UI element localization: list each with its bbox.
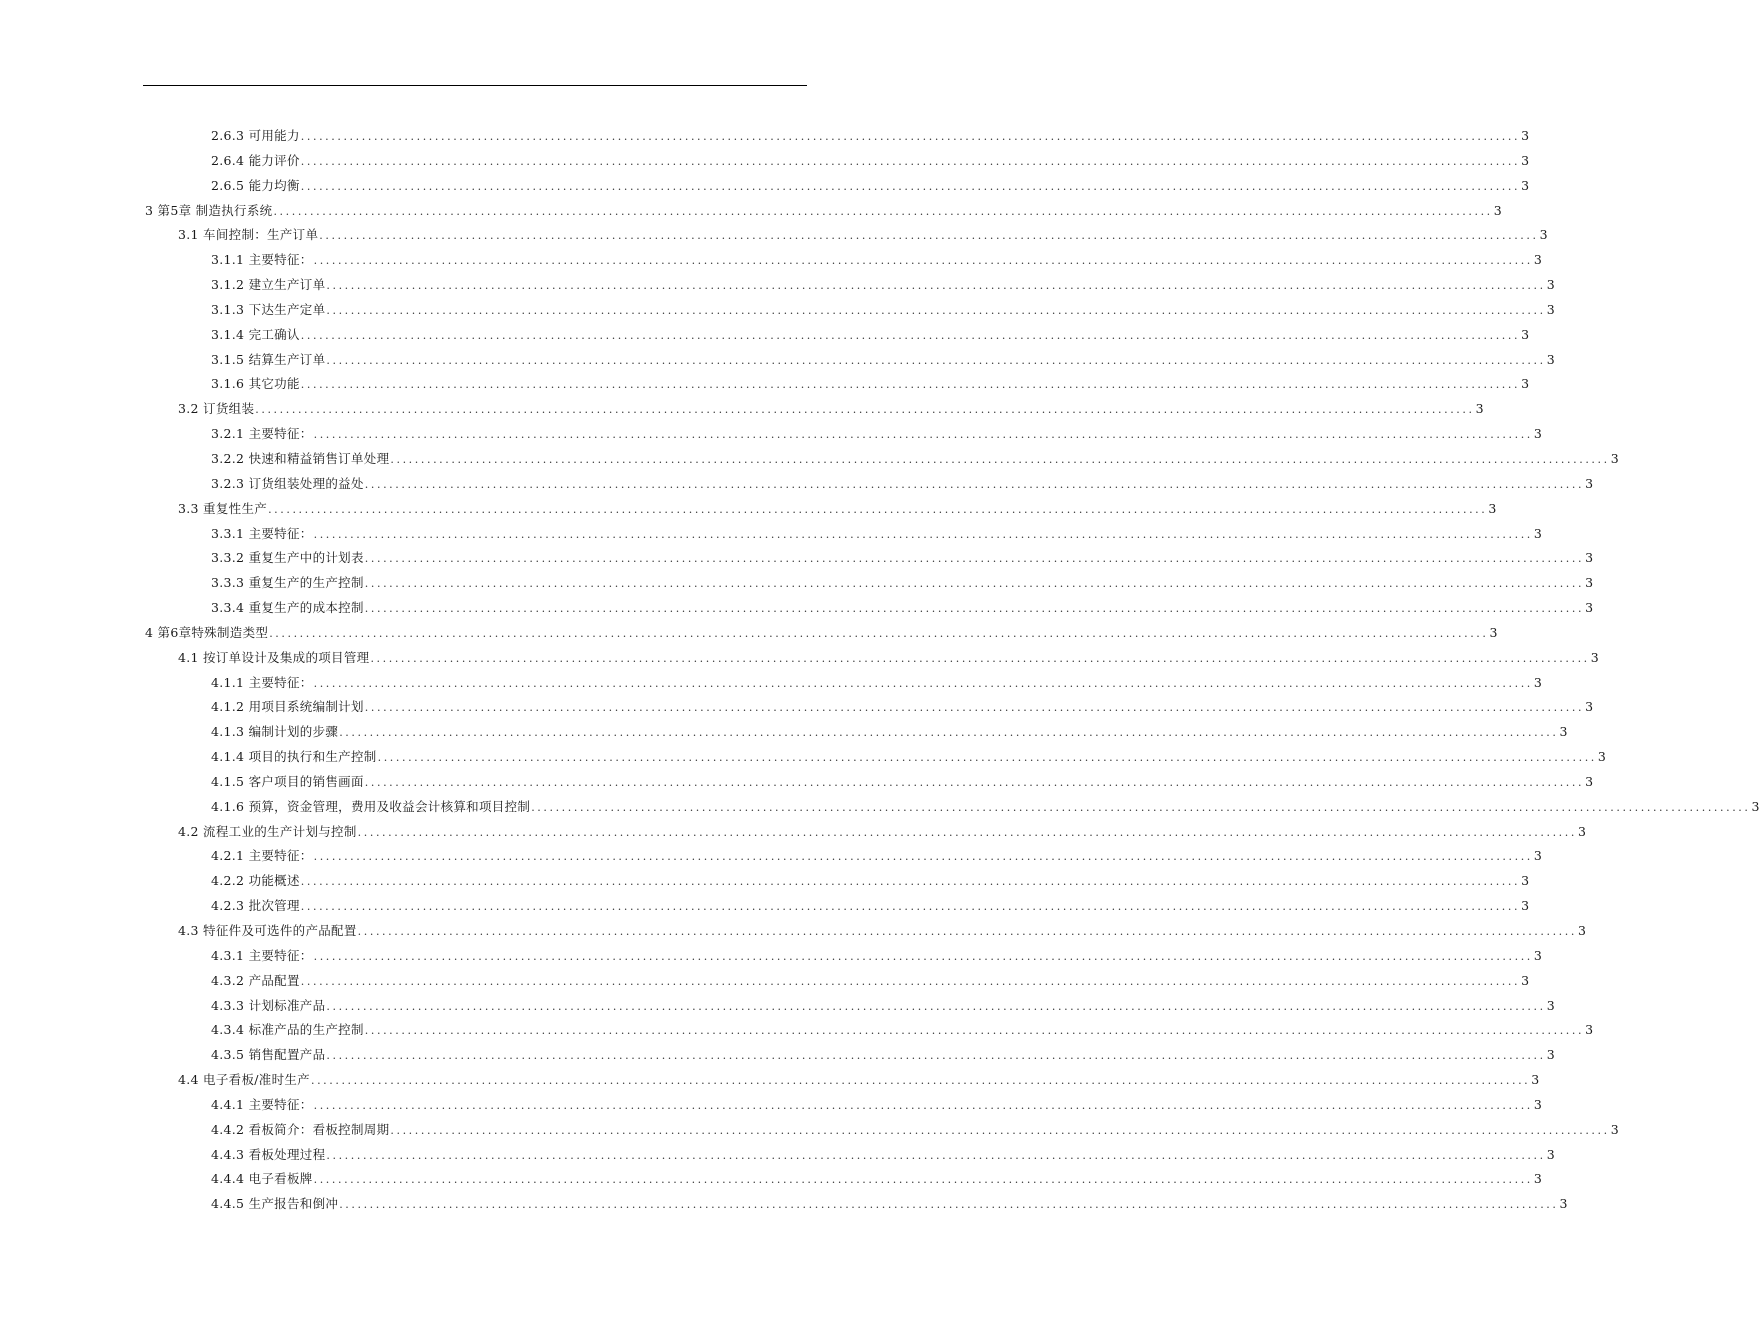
toc-entry[interactable] <box>0 969 1530 994</box>
toc-entry-page-number: 3 <box>1521 177 1530 193</box>
header-rule <box>143 85 807 86</box>
toc-entry-page-number: 3 <box>1546 277 1555 293</box>
toc-entry[interactable] <box>0 720 1568 745</box>
toc-entry-title: 3.1.4 完工确认 <box>211 326 300 342</box>
toc-entry[interactable] <box>0 1143 1555 1168</box>
dot-leader: ........................................................................................................................................................................................................ <box>313 1173 1533 1187</box>
toc-entry-title: 3.3.2 重复生产中的计划表 <box>211 550 364 566</box>
toc-entry-page-number: 3 <box>1533 848 1542 864</box>
toc-entry-page-number: 3 <box>1533 525 1542 541</box>
toc-entry[interactable] <box>0 770 1594 795</box>
toc-entry[interactable] <box>0 646 1599 671</box>
dot-leader: ........................................................................................................................................................................................................ <box>268 502 1488 516</box>
toc-entry[interactable] <box>0 522 1542 547</box>
toc-entry[interactable] <box>0 174 1530 199</box>
toc-entry-page-number: 3 <box>1533 674 1542 690</box>
toc-entry-title: 3.1.2 建立生产订单 <box>211 277 326 293</box>
dot-leader: ........................................................................................................................................................................................................ <box>364 477 1585 491</box>
toc-entry[interactable] <box>0 894 1530 919</box>
toc-entry-title: 4.1.1 主要特征： <box>211 674 313 690</box>
toc-entry-page-number: 3 <box>1531 1072 1540 1088</box>
toc-entry-page-number: 3 <box>1489 624 1498 640</box>
toc-entry-title: 4.3.2 产品配置 <box>211 972 300 988</box>
toc-entry-title: 4.3.4 标准产品的生产控制 <box>211 1022 364 1038</box>
toc-entry-page-number: 3 <box>1751 798 1759 814</box>
dot-leader: ........................................................................................................................................................................................................ <box>370 651 1590 665</box>
toc-entry-page-number: 3 <box>1585 600 1594 616</box>
dot-leader: ........................................................................................................................................................................................................ <box>364 1024 1585 1038</box>
toc-entry-title: 3.1 车间控制：生产订单 <box>178 227 319 243</box>
dot-leader: ........................................................................................................................................................................................................ <box>364 577 1585 591</box>
toc-entry[interactable] <box>0 546 1594 571</box>
toc-entry[interactable] <box>0 1043 1555 1068</box>
dot-leader: ........................................................................................................................................................................................................ <box>339 1198 1559 1212</box>
toc-entry-page-number: 3 <box>1546 351 1555 367</box>
toc-entry[interactable] <box>0 944 1542 969</box>
toc-entry[interactable] <box>0 994 1555 1019</box>
toc-entry[interactable] <box>0 348 1555 373</box>
dot-leader: ........................................................................................................................................................................................................ <box>364 552 1585 566</box>
toc-entry-title: 4.3.3 计划标准产品 <box>211 997 326 1013</box>
dot-leader: ........................................................................................................................................................................................................ <box>300 875 1521 889</box>
toc-entry-page-number: 3 <box>1521 128 1530 143</box>
dot-leader: ........................................................................................................................................................................................................ <box>300 900 1521 914</box>
toc-entry-page-number: 3 <box>1533 1171 1542 1187</box>
dot-leader: ........................................................................................................................................................................................................ <box>390 452 1610 466</box>
toc-entry[interactable] <box>0 671 1542 696</box>
dot-leader: ........................................................................................................................................................................................................ <box>313 1098 1533 1112</box>
toc-entry[interactable] <box>0 124 1530 149</box>
toc-entry[interactable] <box>0 397 1484 422</box>
toc-entry[interactable] <box>0 1118 1619 1143</box>
toc-entry-page-number: 3 <box>1585 575 1594 591</box>
dot-leader: ........................................................................................................................................................................................................ <box>313 428 1533 442</box>
dot-leader: ........................................................................................................................................................................................................ <box>326 999 1546 1013</box>
toc-entry-title: 2.6.4 能力评价 <box>211 152 300 168</box>
toc-entry-page-number: 3 <box>1585 475 1594 491</box>
toc-entry-title: 4.4.1 主要特征： <box>211 1096 313 1112</box>
toc-entry[interactable] <box>0 372 1530 397</box>
toc-entry[interactable] <box>0 248 1542 273</box>
dot-leader: ........................................................................................................................................................................................................ <box>300 154 1521 168</box>
toc-entry-title: 4.3.5 销售配置产品 <box>211 1047 326 1063</box>
toc-entry[interactable] <box>0 223 1548 248</box>
toc-entry-page-number: 3 <box>1533 252 1542 268</box>
toc-entry-page-number: 3 <box>1585 699 1594 715</box>
dot-leader: ........................................................................................................................................................................................................ <box>364 602 1585 616</box>
dot-leader: ........................................................................................................................................................................................................ <box>364 775 1585 789</box>
dot-leader: ........................................................................................................................................................................................................ <box>313 527 1533 541</box>
toc-entry-page-number: 3 <box>1610 1121 1619 1137</box>
toc-entry-page-number: 3 <box>1539 227 1548 243</box>
toc-entry-title: 3.3.4 重复生产的成本控制 <box>211 600 364 616</box>
toc-entry-page-number: 3 <box>1488 500 1497 516</box>
toc-entry-title: 4.4.4 电子看板牌 <box>211 1171 313 1187</box>
dot-leader: ........................................................................................................................................................................................................ <box>364 701 1585 715</box>
toc-entry-page-number: 3 <box>1533 1096 1542 1112</box>
toc-entry[interactable] <box>0 1167 1542 1192</box>
toc-entry-page-number: 3 <box>1521 152 1530 168</box>
toc-entry-page-number: 3 <box>1546 1047 1555 1063</box>
table-of-contents <box>0 124 1759 1217</box>
toc-entry-title: 3.3.3 重复生产的生产控制 <box>211 575 364 591</box>
dot-leader: ........................................................................................................................................................................................................ <box>273 204 1493 218</box>
dot-leader: ........................................................................................................................................................................................................ <box>300 328 1521 342</box>
toc-entry-title: 4 第6章特殊制造类型 <box>145 624 269 640</box>
toc-entry[interactable] <box>0 298 1555 323</box>
toc-entry[interactable] <box>0 820 1586 845</box>
toc-entry-title: 3.3 重复性生产 <box>178 500 268 516</box>
toc-entry-title: 4.3 特征件及可选件的产品配置 <box>178 923 357 938</box>
toc-entry-title: 2.6.3 可用能力 <box>211 128 300 143</box>
dot-leader: ........................................................................................................................................................................................................ <box>255 403 1475 417</box>
toc-entry-title: 3.2.3 订货组装处理的益处 <box>211 475 364 491</box>
toc-entry-title: 3.1.6 其它功能 <box>211 376 300 392</box>
dot-leader: ........................................................................................................................................................................................................ <box>326 303 1546 317</box>
dot-leader: ........................................................................................................................................................................................................ <box>326 1148 1546 1162</box>
toc-entry-title: 4.2.2 功能概述 <box>211 873 300 889</box>
toc-entry[interactable] <box>0 596 1594 621</box>
toc-entry-title: 4.4 电子看板/准时生产 <box>178 1072 310 1088</box>
toc-entry-page-number: 3 <box>1577 823 1586 839</box>
toc-entry-page-number: 3 <box>1546 997 1555 1013</box>
toc-entry[interactable] <box>0 497 1497 522</box>
dot-leader: ........................................................................................................................................................................................................ <box>313 949 1533 963</box>
toc-entry-title: 4.1.2 用项目系统编制计划 <box>211 699 364 715</box>
toc-entry-title: 4.4.3 看板处理过程 <box>211 1146 326 1162</box>
dot-leader: ........................................................................................................................................................................................................ <box>357 925 1577 938</box>
toc-entry-title: 4.4.2 看板简介：看板控制周期 <box>211 1121 390 1137</box>
dot-leader: ........................................................................................................................................................................................................ <box>531 800 1751 814</box>
toc-entry-title: 4.1.4 项目的执行和生产控制 <box>211 749 377 765</box>
toc-entry-title: 3.1.3 下达生产定单 <box>211 301 326 317</box>
toc-entry-title: 4.4.5 生产报告和倒冲 <box>211 1196 339 1212</box>
toc-entry-page-number: 3 <box>1521 376 1530 392</box>
toc-entry-page-number: 3 <box>1585 1022 1594 1038</box>
dot-leader: ........................................................................................................................................................................................................ <box>326 279 1546 293</box>
toc-entry-title: 3.1.1 主要特征： <box>211 252 313 268</box>
dot-leader: ........................................................................................................................................................................................................ <box>313 254 1533 268</box>
toc-entry[interactable] <box>0 472 1594 497</box>
toc-entry[interactable] <box>0 273 1555 298</box>
toc-entry-page-number: 3 <box>1559 1196 1568 1212</box>
toc-entry-page-number: 3 <box>1493 202 1502 218</box>
toc-entry-title: 3.2.1 主要特征： <box>211 426 313 442</box>
toc-entry-title: 4.2.3 批次管理 <box>211 898 300 914</box>
dot-leader: ........................................................................................................................................................................................................ <box>326 353 1546 367</box>
toc-entry[interactable] <box>0 149 1530 174</box>
dot-leader: ........................................................................................................................................................................................................ <box>300 974 1521 988</box>
dot-leader: ........................................................................................................................................................................................................ <box>377 751 1597 765</box>
dot-leader: ........................................................................................................................................................................................................ <box>300 130 1521 143</box>
toc-entry[interactable] <box>0 422 1542 447</box>
dot-leader: ........................................................................................................................................................................................................ <box>300 179 1521 193</box>
dot-leader: ........................................................................................................................................................................................................ <box>319 229 1539 243</box>
toc-entry-page-number: 3 <box>1590 649 1599 665</box>
toc-entry-title: 4.2 流程工业的生产计划与控制 <box>178 823 357 839</box>
toc-entry-title: 4.2.1 主要特征： <box>211 848 313 864</box>
toc-entry[interactable] <box>0 1192 1568 1217</box>
toc-entry-page-number: 3 <box>1521 898 1530 914</box>
toc-entry-title: 3.3.1 主要特征： <box>211 525 313 541</box>
toc-entry-page-number: 3 <box>1475 401 1484 417</box>
toc-entry-title: 4.1 按订单设计及集成的项目管理 <box>178 649 370 665</box>
toc-entry-page-number: 3 <box>1610 450 1619 466</box>
toc-entry-page-number: 3 <box>1559 724 1568 740</box>
toc-entry-page-number: 3 <box>1521 326 1530 342</box>
toc-entry-page-number: 3 <box>1521 972 1530 988</box>
toc-entry[interactable] <box>0 1093 1542 1118</box>
toc-entry[interactable] <box>0 919 1586 944</box>
toc-entry-page-number: 3 <box>1521 873 1530 889</box>
toc-entry-title: 3 第5章 制造执行系统 <box>145 202 273 218</box>
toc-entry[interactable] <box>0 447 1619 472</box>
dot-leader: ........................................................................................................................................................................................................ <box>310 1074 1531 1088</box>
toc-entry[interactable] <box>0 1018 1594 1043</box>
dot-leader: ........................................................................................................................................................................................................ <box>326 1049 1546 1063</box>
toc-entry-title: 4.1.6 预算，资金管理，费用及收益会计核算和项目控制 <box>211 798 531 814</box>
dot-leader: ........................................................................................................................................................................................................ <box>300 378 1521 392</box>
toc-entry[interactable] <box>0 571 1594 596</box>
toc-entry-page-number: 3 <box>1597 749 1606 765</box>
toc-entry[interactable] <box>0 323 1530 348</box>
toc-entry-page-number: 3 <box>1577 923 1586 938</box>
toc-entry-title: 2.6.5 能力均衡 <box>211 177 300 193</box>
toc-entry-page-number: 3 <box>1585 773 1594 789</box>
dot-leader: ........................................................................................................................................................................................................ <box>339 726 1559 740</box>
dot-leader: ........................................................................................................................................................................................................ <box>390 1123 1610 1137</box>
toc-entry-page-number: 3 <box>1546 1146 1555 1162</box>
dot-leader: ........................................................................................................................................................................................................ <box>313 850 1533 864</box>
toc-entry-page-number: 3 <box>1533 426 1542 442</box>
toc-entry[interactable] <box>0 695 1594 720</box>
dot-leader: ........................................................................................................................................................................................................ <box>357 825 1577 839</box>
toc-entry-page-number: 3 <box>1546 301 1555 317</box>
toc-entry[interactable] <box>0 795 1759 820</box>
toc-entry-page-number: 3 <box>1585 550 1594 566</box>
toc-entry-title: 3.2.2 快速和精益销售订单处理 <box>211 450 390 466</box>
toc-entry[interactable] <box>0 844 1542 869</box>
toc-entry[interactable] <box>0 869 1530 894</box>
toc-entry-title: 4.1.5 客户项目的销售画面 <box>211 773 364 789</box>
toc-entry-title: 3.2 订货组装 <box>178 401 255 417</box>
toc-entry[interactable] <box>0 199 1502 224</box>
dot-leader: ........................................................................................................................................................................................................ <box>313 676 1533 690</box>
toc-entry[interactable] <box>0 1068 1540 1093</box>
toc-entry-page-number: 3 <box>1533 947 1542 963</box>
dot-leader: ........................................................................................................................................................................................................ <box>269 626 1489 640</box>
toc-entry[interactable] <box>0 621 1498 646</box>
toc-entry-title: 4.1.3 编制计划的步骤 <box>211 724 339 740</box>
toc-entry-title: 4.3.1 主要特征： <box>211 947 313 963</box>
toc-entry-title: 3.1.5 结算生产订单 <box>211 351 326 367</box>
toc-entry[interactable] <box>0 745 1606 770</box>
